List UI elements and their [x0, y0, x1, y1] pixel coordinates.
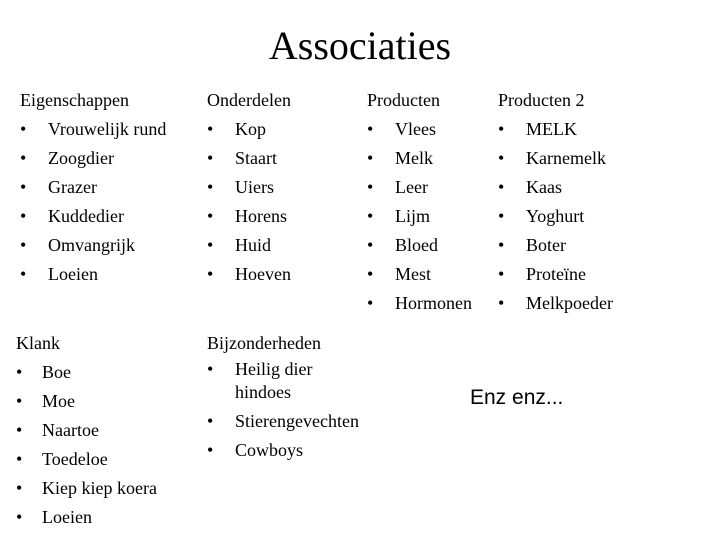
bullet-icon: •: [207, 177, 214, 197]
list-item: [16, 387, 157, 416]
bullet-icon: •: [20, 235, 27, 255]
bullet-icon: •: [16, 507, 23, 527]
bullet-list: [207, 358, 359, 462]
list-item: [207, 144, 291, 173]
column-onderdelen: [207, 86, 291, 289]
bullet-icon: •: [498, 177, 505, 197]
bullet-icon: •: [207, 264, 214, 284]
list-item: [207, 173, 291, 202]
list-item-text: Boe: [42, 362, 71, 382]
list-item: [20, 173, 166, 202]
bullet-icon: •: [207, 119, 214, 139]
list-item: [367, 173, 472, 202]
list-item: [20, 115, 166, 144]
list-item-text: Staart: [235, 148, 277, 168]
bullet-list: [20, 115, 166, 289]
bullet-icon: •: [498, 119, 505, 139]
list-item: [16, 474, 157, 503]
list-item: [367, 289, 472, 318]
list-item-text: Loeien: [48, 264, 98, 284]
list-item-text: Boter: [526, 235, 566, 255]
list-item: [16, 445, 157, 474]
bullet-icon: •: [498, 206, 505, 226]
bullet-icon: •: [207, 235, 214, 255]
column-eigenschappen: [20, 86, 166, 289]
list-item-text: Lijm: [395, 206, 430, 226]
bullet-icon: •: [20, 177, 27, 197]
list-item-text: Toedeloe: [42, 449, 108, 469]
list-item: [498, 231, 613, 260]
list-item: [20, 231, 166, 260]
list-item: [367, 144, 472, 173]
column-producten-2: [498, 86, 613, 318]
list-item: [207, 260, 291, 289]
bullet-icon: •: [367, 148, 374, 168]
list-item-text: Vrouwelijk rund: [48, 119, 167, 139]
list-item: [20, 260, 166, 289]
bullet-icon: •: [498, 293, 505, 313]
column-heading: Producten: [367, 90, 440, 110]
list-item-text: Naartoe: [42, 420, 99, 440]
list-item-text: Huid: [235, 235, 271, 255]
list-item-text: Grazer: [48, 177, 97, 197]
column-klank: [16, 329, 157, 532]
bullet-icon: •: [20, 148, 27, 168]
list-item-text: Zoogdier: [48, 148, 114, 168]
list-item: [20, 144, 166, 173]
list-item: [498, 115, 613, 144]
list-item: [20, 202, 166, 231]
list-item: [207, 115, 291, 144]
column-heading: Bijzonderheden: [207, 333, 321, 353]
list-item-text: Uiers: [235, 177, 274, 197]
list-item: [498, 173, 613, 202]
list-item: [367, 202, 472, 231]
bullet-icon: •: [20, 206, 27, 226]
bullet-icon: •: [207, 148, 214, 168]
bullet-icon: •: [367, 235, 374, 255]
list-item: [498, 289, 613, 318]
list-item: [207, 410, 359, 433]
list-item: [498, 202, 613, 231]
list-item: [16, 358, 157, 387]
bullet-icon: •: [367, 264, 374, 284]
bullet-icon: •: [16, 449, 23, 469]
bullet-icon: •: [16, 478, 23, 498]
column-heading: Producten 2: [498, 90, 585, 110]
list-item-text: Hoeven: [235, 264, 291, 284]
list-item-text: MELK: [526, 119, 577, 139]
list-item-text: Loeien: [42, 507, 92, 527]
list-item: [16, 416, 157, 445]
page-title: Associaties: [268, 23, 452, 68]
list-item-text: Mest: [395, 264, 431, 284]
list-item-text: Kiep kiep koera: [42, 478, 157, 498]
column-bijzonderheden: [207, 329, 359, 468]
list-item: [207, 358, 359, 404]
bullet-icon: •: [207, 440, 214, 460]
bullet-icon: •: [20, 119, 27, 139]
list-item-text: Leer: [395, 177, 428, 197]
list-item-text: Yoghurt: [526, 206, 585, 226]
list-item-text: Kaas: [526, 177, 562, 197]
bullet-icon: •: [20, 264, 27, 284]
bullet-icon: •: [367, 293, 374, 313]
bullet-list: [16, 358, 157, 532]
column-heading: Eigenschappen: [20, 90, 129, 110]
bullet-icon: •: [367, 119, 374, 139]
bullet-list: [367, 115, 472, 318]
list-item-text: Hormonen: [395, 293, 472, 313]
list-item-text: Cowboys: [235, 440, 304, 460]
list-item: [16, 503, 157, 532]
list-item-text: Vlees: [395, 119, 436, 139]
list-item-text: Karnemelk: [526, 148, 606, 168]
column-producten: [367, 86, 472, 318]
bullet-icon: •: [16, 362, 23, 382]
bullet-icon: •: [367, 206, 374, 226]
list-item-text: Kop: [235, 119, 266, 139]
footer-note: Enz enz...: [470, 386, 564, 409]
bullet-icon: •: [207, 206, 214, 226]
bullet-icon: •: [16, 391, 23, 411]
list-item-text: Stierengevechten: [235, 411, 359, 431]
list-item-text: Heilig dier hindoes: [235, 359, 313, 402]
list-item-text: Melk: [395, 148, 433, 168]
column-heading: Onderdelen: [207, 90, 291, 110]
list-item-text: Horens: [235, 206, 287, 226]
bullet-icon: •: [367, 177, 374, 197]
bullet-list: [207, 115, 291, 289]
list-item: [207, 202, 291, 231]
list-item: [367, 231, 472, 260]
bullet-list: [498, 115, 613, 318]
list-item: [367, 260, 472, 289]
list-item: [367, 115, 472, 144]
bullet-icon: •: [207, 359, 214, 379]
bullet-icon: •: [498, 235, 505, 255]
list-item-text: Bloed: [395, 235, 438, 255]
column-heading: Klank: [16, 333, 60, 353]
list-item: [207, 439, 359, 462]
bullet-icon: •: [207, 411, 214, 431]
bullet-icon: •: [498, 148, 505, 168]
list-item-text: Kuddedier: [48, 206, 124, 226]
bullet-icon: •: [16, 420, 23, 440]
list-item: [498, 260, 613, 289]
list-item-text: Melkpoeder: [526, 293, 613, 313]
bullet-icon: •: [498, 264, 505, 284]
list-item: [498, 144, 613, 173]
list-item-text: Omvangrijk: [48, 235, 135, 255]
list-item: [207, 231, 291, 260]
list-item-text: Moe: [42, 391, 75, 411]
list-item-text: Proteïne: [526, 264, 586, 284]
